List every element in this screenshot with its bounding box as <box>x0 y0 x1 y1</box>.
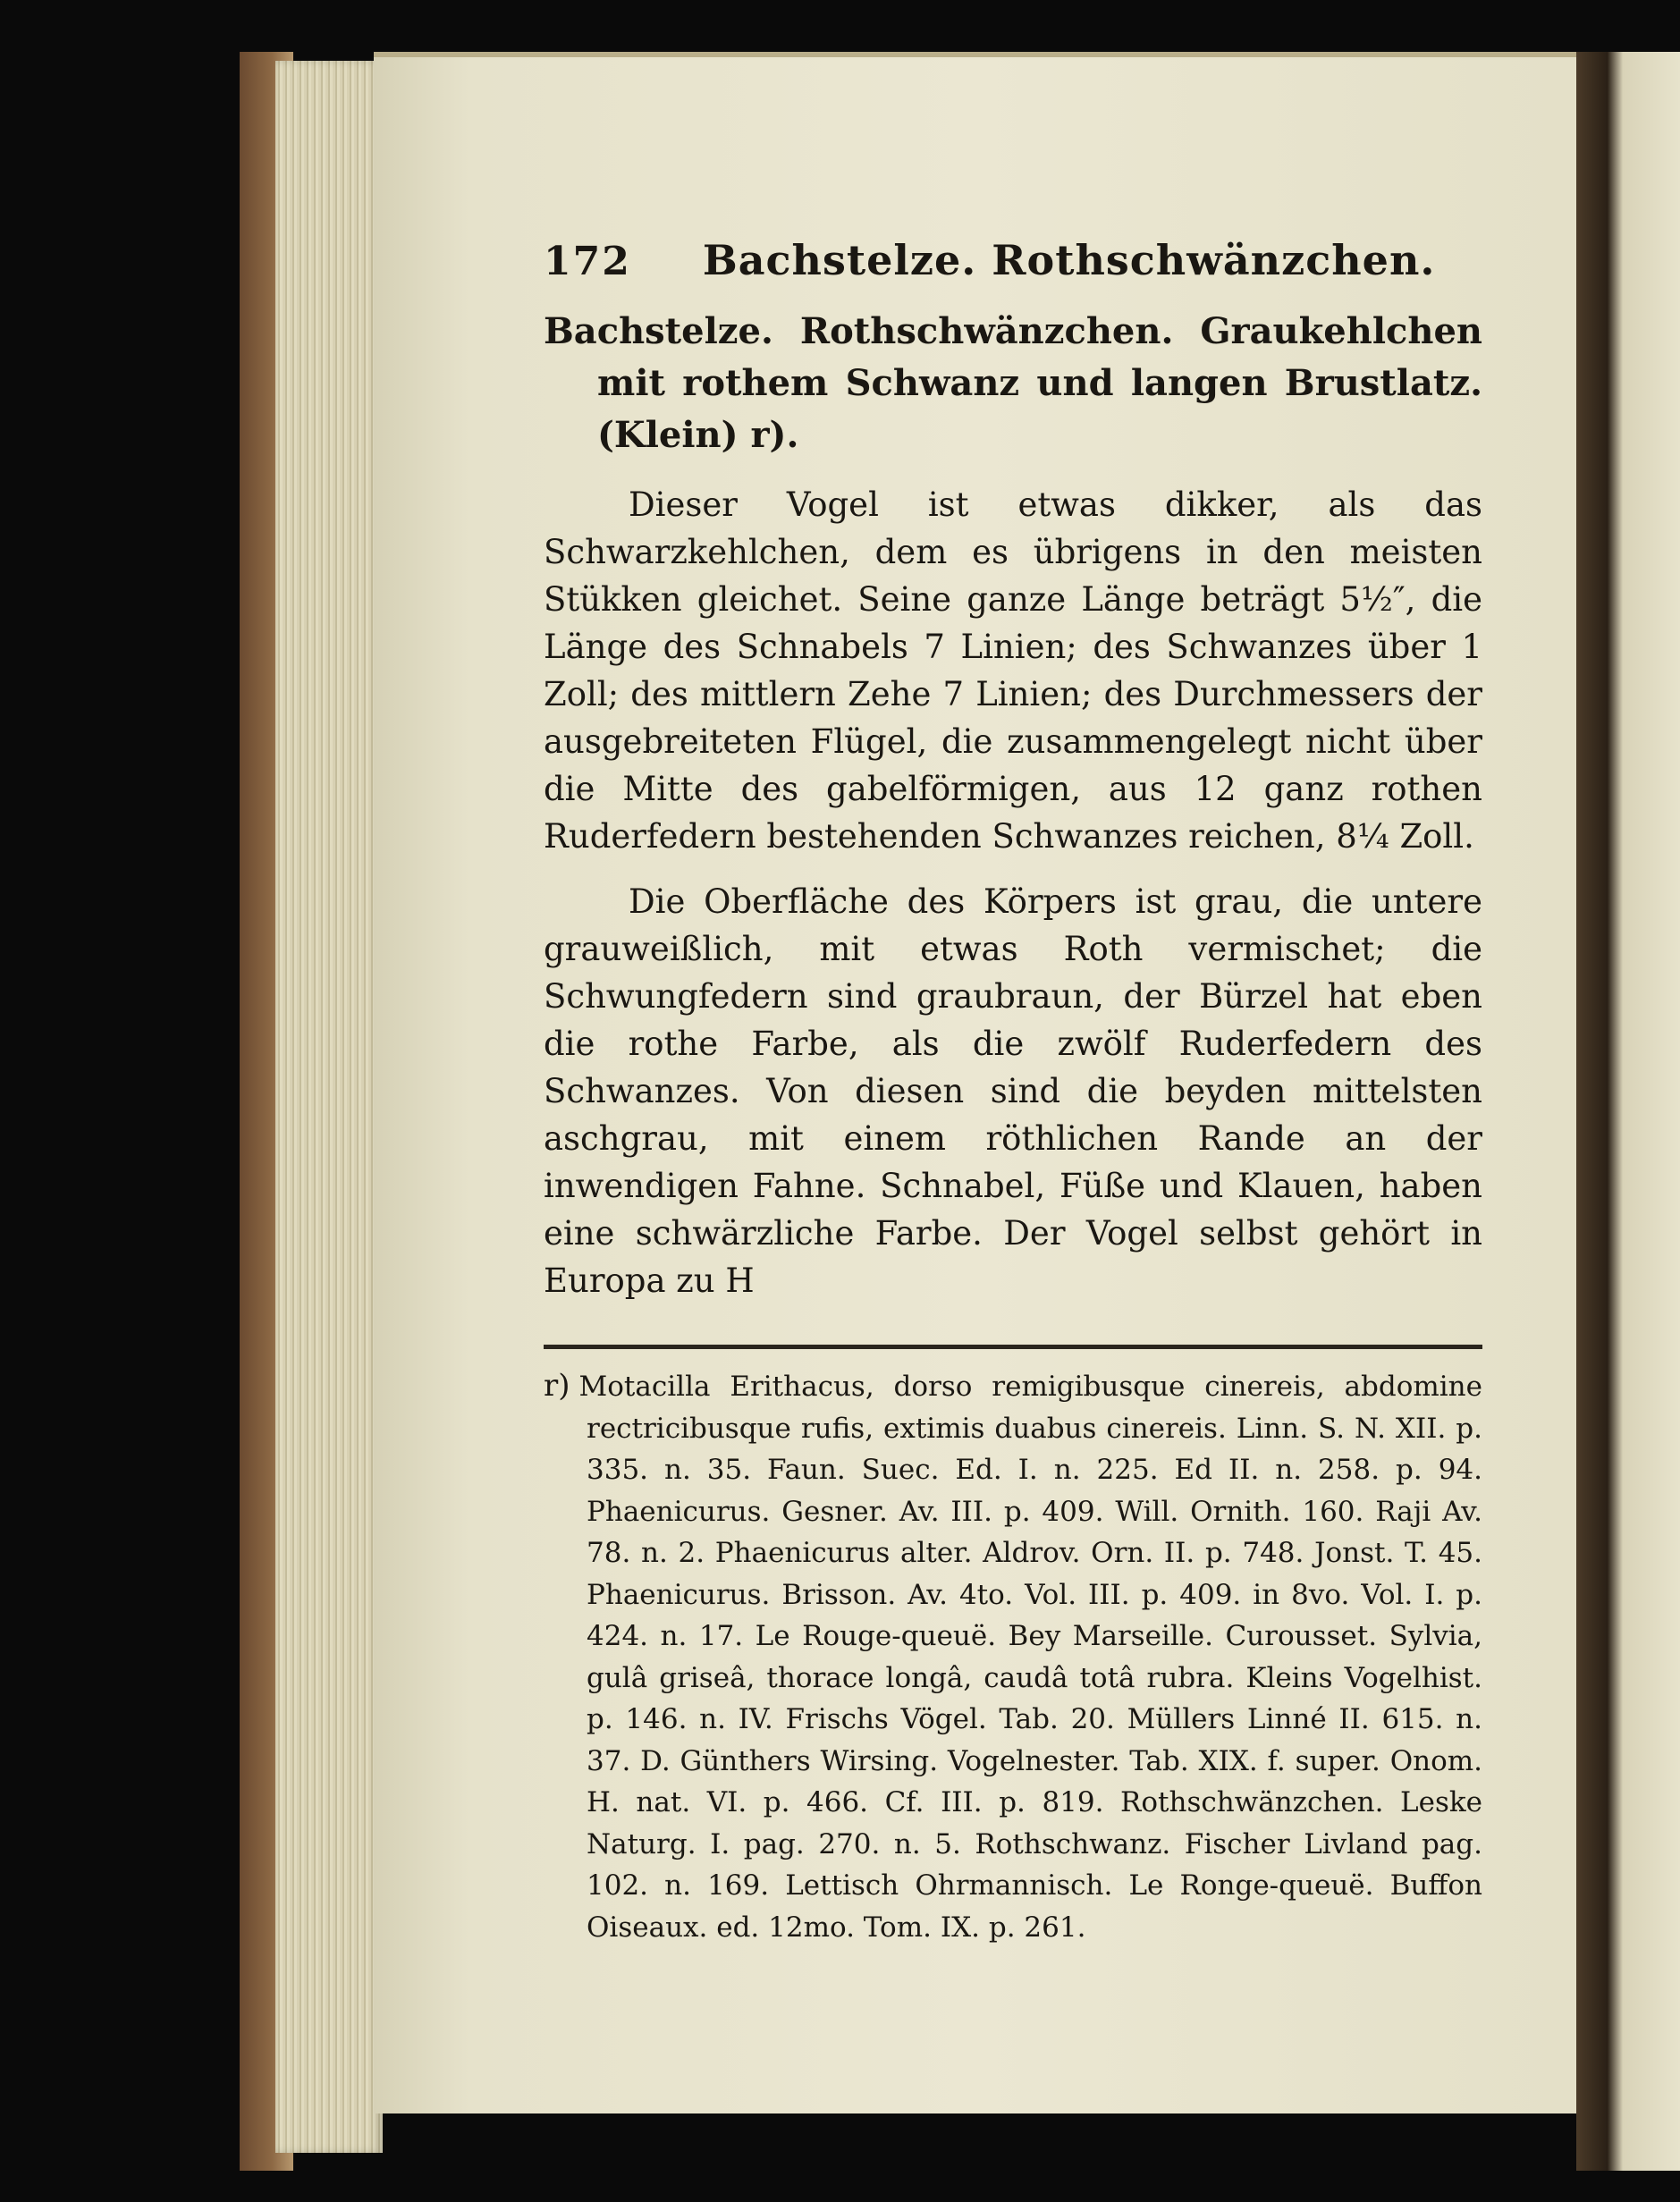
footnote <box>544 1365 1482 1948</box>
book <box>240 52 1680 2171</box>
paragraph-2: Die Oberfläche des Körpers ist grau, die untere grauweißlich, mit etwas Roth vermischet; die Schwungfedern sind graubraun, der Bürzel hat eben die rothe Farbe, als die zwölf Ruderfedern des Schwanzes. Von diesen sind die beyden mittelsten aschgrau, mit einem röthlichen Rande an der inwendigen Fahne. Schnabel, Füße und Klauen, haben eine schwärzliche Farbe. Der Vogel selbst gehört in Europa zu H <box>544 882 1482 1300</box>
paragraph-1: Dieser Vogel ist etwas dikker, als das Schwarzkehlchen, dem es übrigens in den meisten Stükken gleichet. Seine ganze Länge beträgt 5½″, die Länge des Schnabels 7 Linien; des Schwanzes über 1 Zoll; des mittlern Zehe 7 Linien; des Durchmessers der ausgebreiteten Flügel, die zusammengelegt nicht über die Mitte des gabelförmigen, aus 12 ganz rothen Ruderfedern bestehenden Schwanzes reichen, 8¼ Zoll. <box>544 485 1482 856</box>
running-head-title: Bachstelze. Rothschwänzchen. <box>702 236 1436 284</box>
footnote-rule <box>544 1345 1482 1349</box>
footnote-text: Motacilla Erithacus, dorso remigibusque cinereis, abdomine rectricibusque rufis, extimis duabus cinereis. Linn. S. N. XII. p. 335. n. 35. Faun. Suec. Ed. I. n. 225. Ed II. n. 258. p. 94. Phaenicurus. Gesner. Av. III. p. 409. Will. Ornith. 160. Raji Av. 78. n. 2. Phaenicurus alter. Aldrov. Orn. II. p. 748. Jonst. T. 45. Phaenicurus. Brisson. Av. 4to. Vol. III. p. 409. in 8vo. Vol. I. p. 424. n. 17. Le Rouge-queuë. Bey Marseille. Curousset. Sylvia, gulâ griseâ, thorace longâ, caudâ totâ rubra. Kleins Vogelhist. p. 146. n. IV. Frischs Vögel. Tab. 20. Müllers Linné II. 615. n. 37. D. Günthers Wirsing. Vogelnester. Tab. XIX. f. super. Onom. H. nat. VI. p. 466. Cf. III. p. 819. Rothschwänzchen. Leske Naturg. I. pag. 270. n. 5. Rothschwanz. Fischer Livland pag. 102. n. 169. Lettisch Ohrmannisch. Le Ronge-queuë. Buffon Oiseaux. ed. 12mo. Tom. IX. p. 261. <box>578 1371 1482 1944</box>
page-content <box>544 236 1482 1948</box>
running-head <box>544 236 1482 284</box>
page-edges <box>275 61 383 2153</box>
book-gutter <box>1576 52 1680 2171</box>
page-number: 172 <box>544 239 631 284</box>
entry-heading: Bachstelze. Rothschwänzchen. Graukehlchen mit rothem Schwanz und langen Brustlatz. (Klein) r). <box>544 310 1482 456</box>
book-page <box>374 52 1576 2113</box>
footnote-marker: r) <box>544 1368 570 1404</box>
